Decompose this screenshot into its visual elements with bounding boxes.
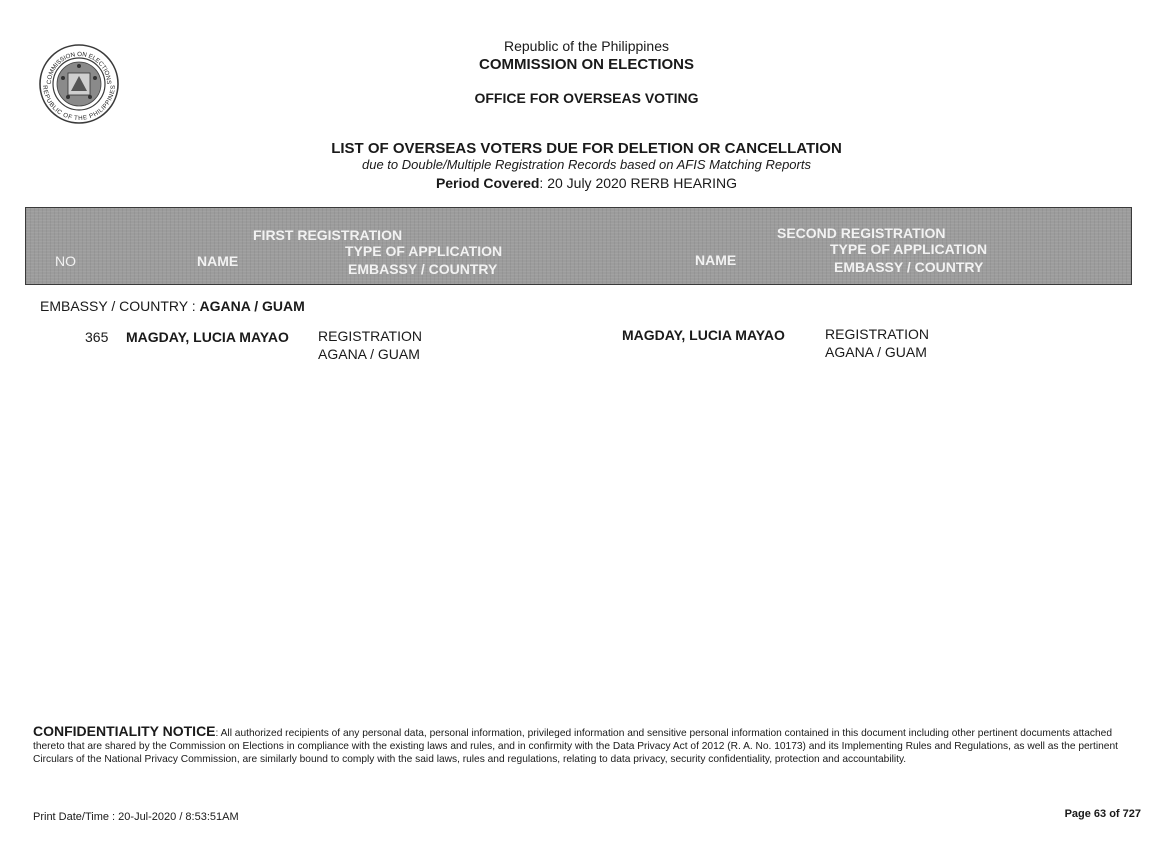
second-name-header: NAME	[695, 252, 737, 268]
second-name: MAGDAY, LUCIA MAYAO	[622, 327, 785, 343]
embassy-group-label	[40, 298, 305, 314]
page-number: Page 63 of 727	[1064, 808, 1141, 820]
notice-text: : All authorized recipients of any personal data, personal information, privileged information and sensitive personal information contained in this document including other pertinent documents attached thereto that are shared by the Commission on Elections in compliance with the existing laws and rules, and in confirmity with the Data Privacy Act of 2012 (R. A. No. 10173) and its Implementing Rules and Regulations, as well as the pertinent Circulars of the National Privacy Commission, are similarly bound to comply with the said laws, rules and regulations, relating to data privacy, security confidentiality, protection and accountability.	[33, 728, 1118, 765]
first-registration-header: FIRST REGISTRATION	[253, 227, 403, 243]
seal-top-text: COMMISSION ON ELECTIONS	[45, 50, 113, 85]
list-title: LIST OF OVERSEAS VOTERS DUE FOR DELETION OR CANCELLATION	[331, 140, 842, 157]
first-embassy-header: EMBASSY / COUNTRY	[348, 261, 498, 277]
period-value: : 20 July 2020 RERB HEARING	[539, 175, 738, 191]
period-covered	[0, 175, 1173, 191]
first-type-header: TYPE OF APPLICATION	[345, 243, 503, 259]
record-no: 365	[85, 329, 109, 345]
embassy-group-value: AGANA / GUAM	[199, 298, 305, 314]
commission-name: COMMISSION ON ELECTIONS	[478, 56, 694, 73]
second-embassy-header: EMBASSY / COUNTRY	[834, 259, 984, 275]
office-name: OFFICE FOR OVERSEAS VOTING	[474, 90, 699, 106]
list-subtitle: due to Double/Multiple Registration Records based on AFIS Matching Reports	[362, 157, 811, 172]
first-name-header: NAME	[197, 253, 239, 269]
second-type: REGISTRATION	[825, 326, 929, 342]
second-type-header: TYPE OF APPLICATION	[830, 241, 988, 257]
confidentiality-notice	[33, 725, 1141, 766]
first-name: MAGDAY, LUCIA MAYAO	[126, 329, 289, 345]
period-label: Period Covered	[435, 175, 540, 191]
republic-line: Republic of the Philippines	[504, 38, 669, 54]
second-embassy: AGANA / GUAM	[825, 344, 927, 360]
seal-bottom-text: REPUBLIC OF THE PHILIPPINES	[40, 84, 118, 123]
col-no-header: NO	[55, 253, 76, 269]
embassy-group-prefix: EMBASSY / COUNTRY :	[40, 298, 200, 314]
first-embassy: AGANA / GUAM	[318, 346, 420, 362]
notice-label: CONFIDENTIALITY NOTICE	[33, 723, 216, 739]
second-registration-header: SECOND REGISTRATION	[777, 225, 946, 241]
first-type: REGISTRATION	[318, 328, 422, 344]
print-datetime: Print Date/Time : 20-Jul-2020 / 8:53:51AM	[33, 811, 239, 823]
